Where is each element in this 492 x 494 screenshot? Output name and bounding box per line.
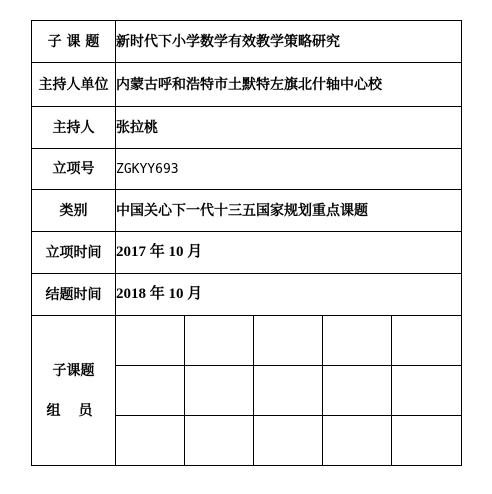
member-cell <box>392 416 462 466</box>
member-cell <box>392 366 462 416</box>
row-start-date <box>32 232 462 274</box>
label-host: 主持人 <box>32 107 116 149</box>
member-row <box>32 316 462 366</box>
members-label <box>32 316 116 466</box>
row-host-unit <box>32 63 462 107</box>
row-subtopic <box>32 21 462 63</box>
member-cell <box>185 416 254 466</box>
label-start-date: 立项时间 <box>32 232 116 274</box>
member-cell <box>116 416 185 466</box>
value-subtopic: 新时代下小学数学有效教学策略研究 <box>116 21 462 63</box>
member-cell <box>185 316 254 366</box>
member-cell <box>185 366 254 416</box>
value-project-no: ZGKYY693 <box>116 149 462 190</box>
project-info-table <box>31 20 462 466</box>
row-project-no <box>32 149 462 190</box>
member-cell <box>392 316 462 366</box>
row-category <box>32 190 462 232</box>
member-cell <box>254 366 323 416</box>
member-cell <box>323 316 392 366</box>
member-cell <box>323 416 392 466</box>
value-host-unit: 内蒙古呼和浩特市土默特左旗北什轴中心校 <box>116 63 462 107</box>
member-cell <box>254 416 323 466</box>
label-host-unit: 主持人单位 <box>32 63 116 107</box>
value-start-date: 2017 年 10 月 <box>116 232 462 274</box>
value-host: 张拉桃 <box>116 107 462 149</box>
label-subtopic: 子 课 题 <box>32 21 116 63</box>
label-category: 类别 <box>32 190 116 232</box>
member-cell <box>116 316 185 366</box>
members-label-line1: 子课题 <box>52 362 95 379</box>
label-end-date: 结题时间 <box>32 274 116 316</box>
members-label-line2: 组员 <box>46 402 111 419</box>
member-cell <box>323 366 392 416</box>
row-host <box>32 107 462 149</box>
value-category: 中国关心下一代十三五国家规划重点课题 <box>116 190 462 232</box>
row-end-date <box>32 274 462 316</box>
value-end-date: 2018 年 10 月 <box>116 274 462 316</box>
member-cell <box>254 316 323 366</box>
label-project-no: 立项号 <box>32 149 116 190</box>
member-cell <box>116 366 185 416</box>
